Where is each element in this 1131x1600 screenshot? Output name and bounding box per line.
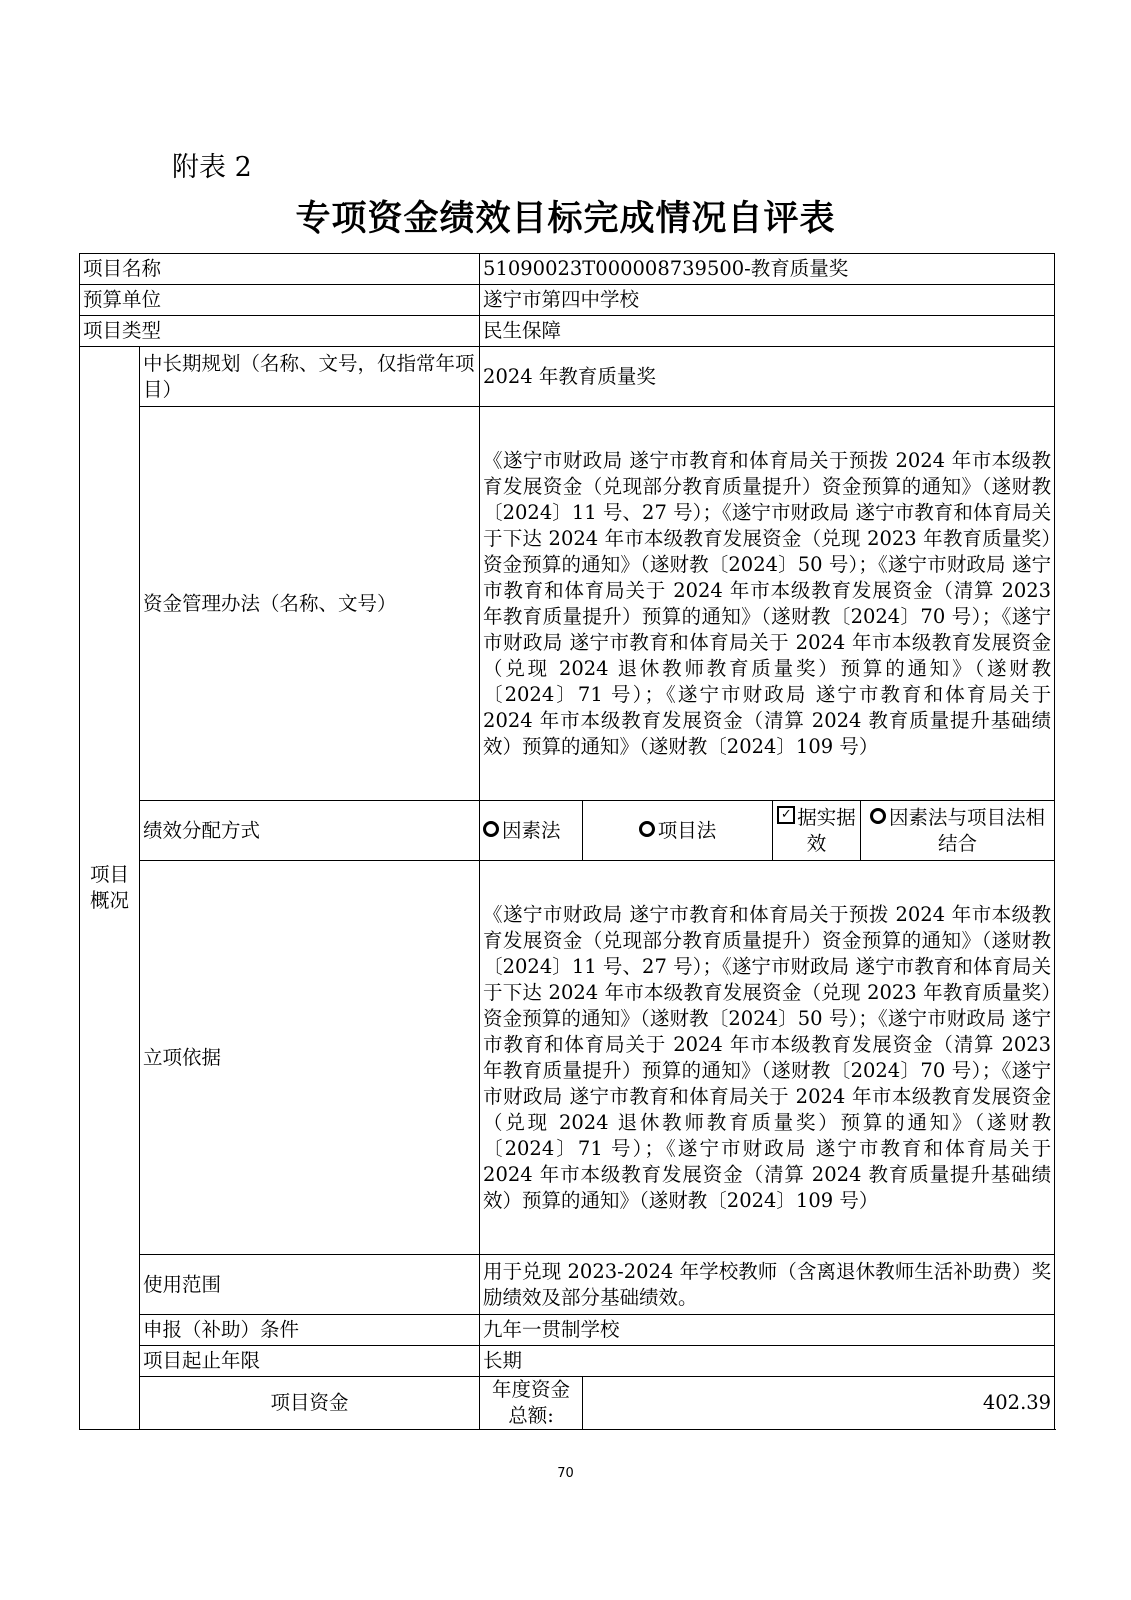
checkbox-checked-icon: ✓ [777,806,795,824]
allocation-option-actual [773,801,861,861]
basis-label: 立项依据 [140,861,480,1255]
period-value: 长期 [480,1346,1055,1377]
budget-unit-value: 遂宁市第四中学校 [480,285,1055,316]
overview-label: 项目 概况 [80,347,140,1430]
row-project-name [80,254,1055,285]
option-label: 项目法 [657,818,717,842]
project-type-label: 项目类型 [80,316,480,347]
fund-management-value: 《遂宁市财政局 遂宁市教育和体育局关于预拨 2024 年市本级教育发展资金（兑现部分教育质量提升）资金预算的通知》（遂财教〔2024〕11 号、27 号）；《遂宁市财政局 遂宁市教育和体育局关于下达 2024 年市本级教育发展资金（兑现 2023 年教育质量奖）资金预算的通知》（遂财教〔2024〕50 号）；《遂宁市财政局 遂宁市教育和体育局关于 2024 年市本级教育发展资金（清算 2023 年教育质量提升）预算的通知》（遂财教〔2024〕70 号）；《遂宁市财政局 遂宁市教育和体育局关于 2024 年市本级教育发展资金（兑现 2024 退休教师教育质量奖）预算的通知》（遂财教〔2024〕71 号）；《遂宁市财政局 遂宁市教育和体育局关于 2024 年市本级教育发展资金（清算 2024 教育质量提升基础绩效）预算的通知》（遂财教〔2024〕109 号） [480,407,1055,801]
radio-icon [639,821,655,837]
row-fund-management [80,407,1055,801]
option-label: 因素法 [502,818,561,842]
project-name-value: 51090023T000008739500-教育质量奖 [480,254,1055,285]
fund-management-label: 资金管理办法（名称、文号） [140,407,480,801]
funds-sub-label: 年度资金总额: [480,1377,583,1430]
allocation-label: 绩效分配方式 [140,801,480,861]
radio-icon [870,808,886,824]
allocation-option-project [583,801,773,861]
mid-long-plan-value: 2024 年教育质量奖 [480,347,1055,407]
period-label: 项目起止年限 [140,1346,480,1377]
scope-value: 用于兑现 2023-2024 年学校教师（含离退休教师生活补助费）奖励绩效及部分基础绩效。 [480,1255,1055,1315]
funds-label: 项目资金 [140,1377,480,1430]
row-condition [80,1315,1055,1346]
option-label: 据实据效 [797,805,856,855]
row-allocation [80,801,1055,861]
budget-unit-label: 预算单位 [80,285,480,316]
row-funds [80,1377,1055,1430]
page-number: 70 [557,1466,574,1481]
project-name-label: 项目名称 [80,254,480,285]
project-type-value: 民生保障 [480,316,1055,347]
appendix-label: 附表 2 [172,152,252,183]
allocation-option-combined [861,801,1055,861]
row-period [80,1346,1055,1377]
allocation-option-factor [480,801,583,861]
basis-value: 《遂宁市财政局 遂宁市教育和体育局关于预拨 2024 年市本级教育发展资金（兑现部分教育质量提升）资金预算的通知》（遂财教〔2024〕11 号、27 号）；《遂宁市财政局 遂宁市教育和体育局关于下达 2024 年市本级教育发展资金（兑现 2023 年教育质量奖）资金预算的通知》（遂财教〔2024〕50 号）；《遂宁市财政局 遂宁市教育和体育局关于 2024 年市本级教育发展资金（清算 2023 年教育质量提升）预算的通知》（遂财教〔2024〕70 号）；《遂宁市财政局 遂宁市教育和体育局关于 2024 年市本级教育发展资金（兑现 2024 退休教师教育质量奖）预算的通知》（遂财教〔2024〕71 号）；《遂宁市财政局 遂宁市教育和体育局关于 2024 年市本级教育发展资金（清算 2024 教育质量提升基础绩效）预算的通知》（遂财教〔2024〕109 号） [480,861,1055,1255]
radio-icon [483,821,499,837]
option-label: 因素法与项目法相结合 [889,805,1046,855]
page-title: 专项资金绩效目标完成情况自评表 [295,199,836,239]
scope-label: 使用范围 [140,1255,480,1315]
condition-label: 申报（补助）条件 [140,1315,480,1346]
row-scope [80,1255,1055,1315]
row-budget-unit [80,285,1055,316]
condition-value: 九年一贯制学校 [480,1315,1055,1346]
funds-value: 402.39 [583,1377,1055,1430]
row-mid-long-plan [80,347,1055,407]
evaluation-table [79,253,1055,1430]
row-basis [80,861,1055,1255]
row-project-type [80,316,1055,347]
mid-long-plan-label: 中长期规划（名称、文号，仅指常年项目） [140,347,480,407]
